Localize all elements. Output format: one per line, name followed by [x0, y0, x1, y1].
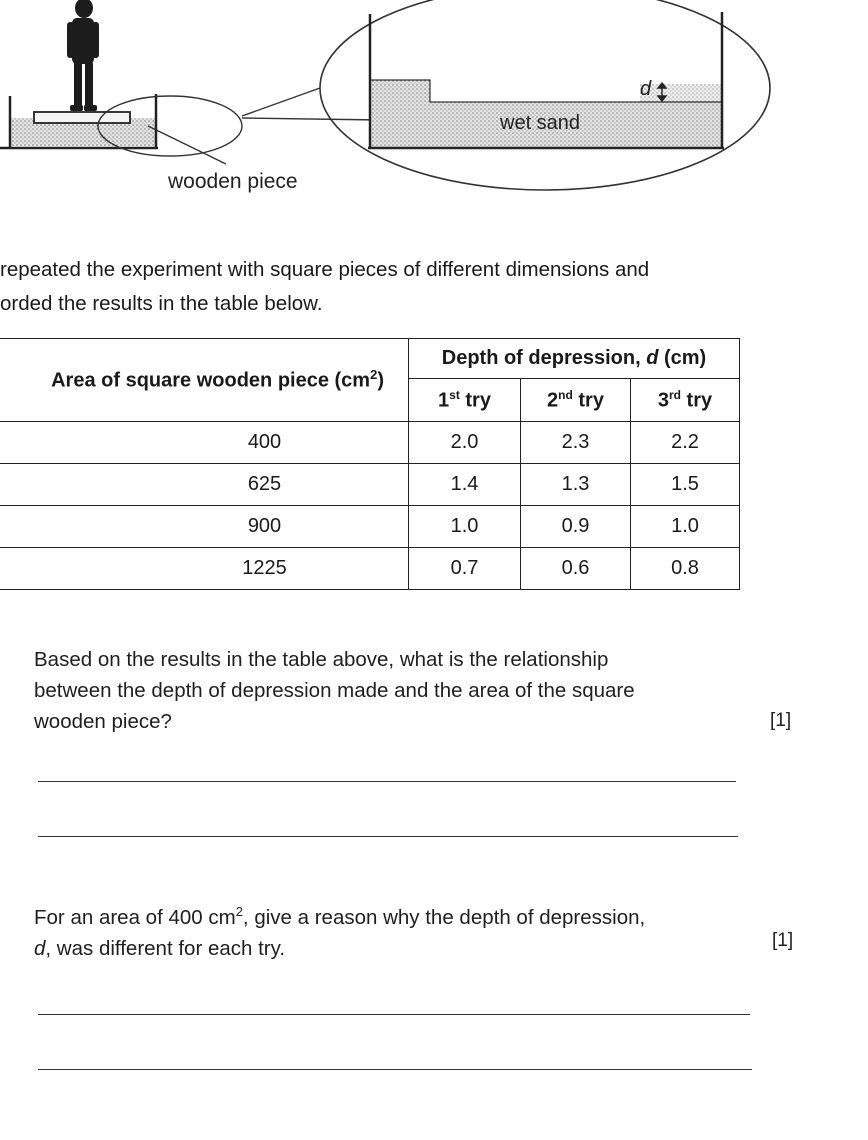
question-2: [34, 896, 764, 964]
area-cell: 400: [0, 422, 409, 464]
wet-sand-label: wet sand: [500, 112, 581, 134]
question-2-line-1: [34, 896, 764, 933]
answer-line[interactable]: [38, 781, 736, 782]
table-row: [0, 464, 740, 506]
try-3-sup: rd: [669, 387, 681, 402]
question-1: [34, 644, 754, 737]
depth-cell: 2.2: [631, 422, 740, 464]
question-2-rest: , was different for each try.: [45, 936, 286, 960]
try-2-num: 2: [547, 389, 559, 412]
answer-line[interactable]: [38, 836, 738, 837]
table-row: [0, 548, 740, 590]
depth-cell: 1.0: [631, 506, 740, 548]
try-1-header: [409, 379, 521, 422]
table-row: [0, 506, 740, 548]
table-row: [0, 422, 740, 464]
depth-column-header: [409, 339, 740, 379]
depth-d-label: d: [640, 78, 652, 100]
area-header-sup: 2: [370, 367, 378, 383]
try-3-word: try: [681, 389, 713, 412]
try-3-header: [631, 379, 740, 422]
question-2-sup: 2: [235, 904, 243, 919]
depth-cell: 1.5: [631, 464, 740, 506]
depth-cell: 1.3: [521, 464, 631, 506]
try-1-sup: st: [449, 387, 460, 402]
try-3-num: 3: [657, 389, 669, 412]
question-2-mark: [1]: [772, 930, 794, 951]
depth-cell: 0.7: [409, 548, 521, 590]
try-2-sup: nd: [558, 387, 573, 402]
question-1-mark: [1]: [770, 710, 792, 731]
experiment-figure: [0, 0, 868, 200]
question-2-text-b: , give a reason why the depth of depression,: [242, 905, 646, 929]
area-cell: 900: [0, 506, 409, 548]
depth-cell: 0.8: [631, 548, 740, 590]
depth-header-var: d: [646, 347, 659, 369]
depth-cell: 2.3: [521, 422, 631, 464]
depth-cell: 2.0: [409, 422, 521, 464]
question-1-line-3: wooden piece?: [34, 710, 172, 733]
area-column-header: [0, 339, 409, 422]
question-1-line-2: between the depth of depression made and the area of the square: [34, 679, 635, 702]
person-silhouette: [67, 0, 99, 111]
intro-line-1: repeated the experiment with square pieces of different dimensions and: [0, 258, 650, 281]
results-table: [0, 338, 740, 590]
area-cell: 1225: [0, 548, 409, 590]
depth-cell: 1.4: [409, 464, 521, 506]
depth-header-unit: (cm): [658, 347, 707, 369]
depth-cell: 0.6: [521, 548, 631, 590]
answer-line[interactable]: [38, 1014, 750, 1015]
depth-header-text: Depth of depression,: [441, 347, 647, 369]
try-2-header: [521, 379, 631, 422]
try-1-word: try: [459, 389, 491, 412]
question-2-line-2: [34, 933, 764, 964]
question-2-var: d: [34, 936, 46, 960]
try-1-num: 1: [438, 389, 450, 412]
try-2-word: try: [572, 389, 604, 412]
depth-cell: 0.9: [521, 506, 631, 548]
question-2-text-a: For an area of 400 cm: [34, 905, 236, 929]
question-1-line-1: Based on the results in the table above, what is the relationship: [34, 648, 609, 671]
area-cell: 625: [0, 464, 409, 506]
answer-line[interactable]: [38, 1069, 752, 1070]
experiment-diagram: [0, 0, 868, 200]
wooden-piece-label: wooden piece: [168, 170, 298, 193]
intro-line-2: orded the results in the table below.: [0, 292, 323, 315]
area-header-text: Area of square wooden piece (cm: [51, 369, 371, 392]
depth-cell: 1.0: [409, 506, 521, 548]
zoom-connector: [242, 88, 380, 120]
area-header-close: ): [377, 369, 384, 392]
label-pointer: [148, 126, 226, 164]
